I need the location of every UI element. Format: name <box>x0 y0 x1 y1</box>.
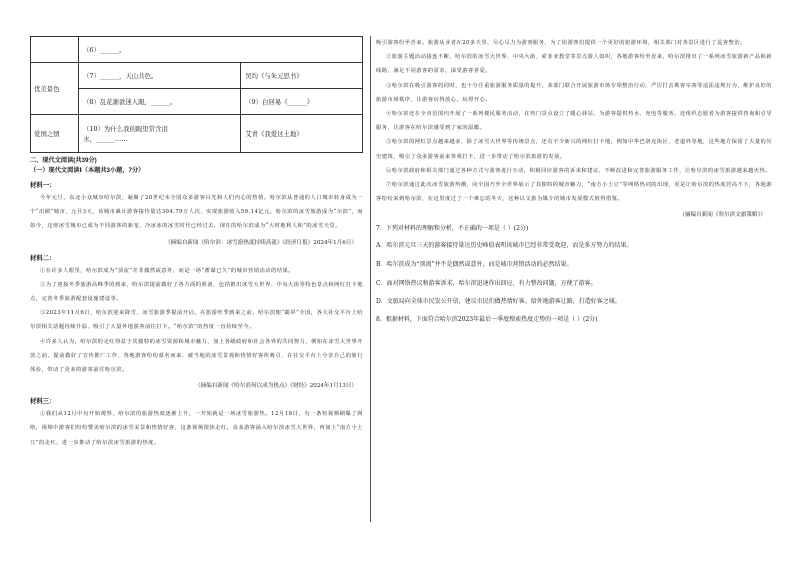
poetry-table <box>30 36 363 153</box>
table-row <box>31 115 363 153</box>
table-cell-item7-source: 吴均《与朱元思书》 <box>241 63 363 89</box>
question7-title: 7．下列对材料的理解和分析，不正确的一项是（ ）(2分) <box>376 225 529 233</box>
material3-continued: 吸引游客纷至沓来。旅游从业者在20多天里，尽心尽力为游客服务，为了给游客们提供一个更好的旅游环境，相关部门对各景区进行了巡查整治。 <box>376 40 746 46</box>
question7-option-a: A．哈尔滨元旦三天的游客接待量达历史峰值表明该城市已经非常受欢迎，而是多方努力的结果。 <box>376 242 633 250</box>
left-column <box>30 36 363 450</box>
material3-paragraph: ⑦哈尔滨通过此次冰雪旅游热潮，向全国乃至全世界展示了其独特的城市魅力，“南方小土豆”等网络热词的出现，更是让哈尔滨的热度居高不下，各地游客纷纷来到哈尔滨，在这里度过了一个难忘的冬天，这种以文旅为媒介的城市发展模式值得借鉴。 <box>376 182 772 203</box>
material3-paragraph: ④哈尔滨还在全市范围内开展了一系列便民服务活动，在热门景点设立了暖心驿站，为游客提供热水、充电等服务，还组织志愿者为游客提供咨询和引导服务，让游客在哈尔滨感受到了家的温暖。 <box>376 111 772 132</box>
table-cell-item9: （9）白居易《______》 <box>241 89 363 115</box>
question7-option-b: B．哈尔滨成为“顶流”并不是偶然或意外，而是城市营销活动的必然结果。 <box>376 261 573 269</box>
table-cell-item8: （8）乱花渐欲迷人眼，______。 <box>79 89 241 115</box>
material3-paragraph: ③哈尔滨在吸引游客的同时，也十分注重旅游服务质量的提升。多部门联合开展旅游市场专项整治行动，严厉打击欺客宰客等违法违规行为，维护良好的旅游市场秩序，让游客玩得放心、玩得开心。 <box>376 82 772 103</box>
right-column <box>376 36 772 328</box>
table-row <box>31 37 363 63</box>
material1-label: 材料一： <box>30 182 56 189</box>
material3-paragraph: ②旅游主题活动接连不断，哈尔滨的冰雪大世界、中央大街、索菲亚教堂等景点游人如织，各地游客纷至沓来，哈尔滨推出了一系列冰雪旅游新产品和新线路，满足不同游客的需求，深受游客喜爱。 <box>376 54 772 75</box>
material1-source: （摘编自新闻《哈尔滨：冰雪游热度持续高涨》《经济日报》2024年1月6日） <box>165 239 357 246</box>
section-title: 二、现代文阅读(共39分) <box>30 157 97 164</box>
material3-paragraph: ①我们从12月中旬开始观察，哈尔滨的旅游热度逐渐上升，一开始就是一场冰雪旅游热。12月18日，有一条短视频刷爆了网络，视频中游客们纷纷赞美哈尔滨的冰雪美景和热情好客，这条视频很快走红，众多游客涌入哈尔滨冰雪大世界，再加上“南方小土豆”的走红，进一步推动了哈尔滨冰雪旅游的热度。 <box>30 411 363 446</box>
table-row <box>31 89 363 115</box>
material3-paragraph: ⑤哈尔滨的网红景点越来越多，除了冰雪大世界等传统景点，还有不少新兴的网红打卡地，例如中华巴洛克街区、老道外等地，这些地方保留了大量的历史建筑，吸引了众多游客前来参观打卡，进一步带动了哈尔滨旅游的发展。 <box>376 139 772 160</box>
category-patriotism: 爱国之情 <box>31 115 79 153</box>
item10-line2: 水，______…… <box>83 134 128 143</box>
material2-paragraph: ④许多人认为，哈尔滨的走红得益于其独特的冰雪资源和城市魅力，加上各级政府和社会各界的共同努力，例如在冰雪大世界开放之前，提前做好了宣传推广工作，各地游客纷纷慕名而来，被当地的冰雪景观和热情好客所吸引，在社交平台上分享自己的旅行体验，带动了更多的游客前往哈尔滨。 <box>30 338 363 374</box>
material3-source: （摘编自新闻《哈尔滨文旅策略》） <box>679 212 766 219</box>
column-divider <box>370 36 371 522</box>
table-cell-item10 <box>79 115 241 153</box>
material3-paragraph: ⑥哈尔滨政府和相关部门通过各种方式与游客进行互动，积极回应游客的诉求和建议，不断改进和完善旅游服务工作，让哈尔滨的冰雪旅游越来越火热。 <box>386 167 772 174</box>
table-row <box>31 63 363 89</box>
subsection-title: （一）现代文阅读Ⅰ（本题共3小题，7分） <box>30 167 145 174</box>
material2-source: （摘编自新闻《哈尔滨何以成为热点》《财经》2024年1月13日） <box>195 383 357 390</box>
material2-paragraph: ②为了迎接冬季旅游高峰季的到来，哈尔滨提前做好了各方面的准备，包括推出冰雪大世界、中央大街等特色景点和网红打卡地点，完善冬季旅游配套设施建设等。 <box>30 281 363 303</box>
table-cell-item6: （6）______。 <box>79 37 363 63</box>
material2-label: 材料二： <box>30 254 56 262</box>
category-scenery: 优美景色 <box>31 63 79 115</box>
material3-label: 材料三： <box>30 398 56 406</box>
question7-option-d: D．文旅局向全体市民发公开信，建议市民们做热情好客、给外地游客让路，打造好客之城。 <box>376 298 621 306</box>
question7-option-c: C．面对网络热议和游客诉求，哈尔滨迅速作出回应，有力整改问题，方便了游客。 <box>376 279 597 287</box>
material1-text: 今年元旦，东北小众城市哈尔滨，凝聚了20世纪末全国众多游客目光和人们内心的热情。哈尔滨从普通的人口城市转身成为一个“出圈”城市，元旦3天，该城市累计游客接待量达304.79万人次，实现旅游收入59.14亿元。哈尔滨的冰雪旅游成为“尔滨”，而如今，这座冰雪城市已成为不同游客的新宠，冷冰冰的冰雪时代已经过去，现在的哈尔滨成为“大时地利人和”的冰雪天堂。 <box>30 195 363 230</box>
table-cell-item10-source: 艾青《我爱这土地》 <box>241 115 363 153</box>
table-cell-empty <box>31 37 79 63</box>
material2-paragraph: ①在许多人眼里，哈尔滨成为“顶流”并非偶然或意外，而是一场“蓄谋已久”的城市营销活动的结果。 <box>40 267 295 274</box>
item10-line1: （10）为什么我的眼里常含泪 <box>83 124 168 133</box>
material2-paragraph: ③2023年11月6日，哈尔滨迎来降雪，冰雪旅游季提前开启。在旅游旺季到来之前，哈尔滨便“霸屏”全国，各大社交平台上哈尔滨相关话题持续升温，吸引了大量外地游客前往打卡。“哈尔滨”的热度一直持续至今。 <box>30 310 363 331</box>
question8-title: 8．根据材料，下面符合哈尔滨2023年最后一季度搜索热度走势的一项是（ ）(2分) <box>376 315 598 323</box>
table-cell-item7: （7）______，天山共色。 <box>79 63 241 89</box>
